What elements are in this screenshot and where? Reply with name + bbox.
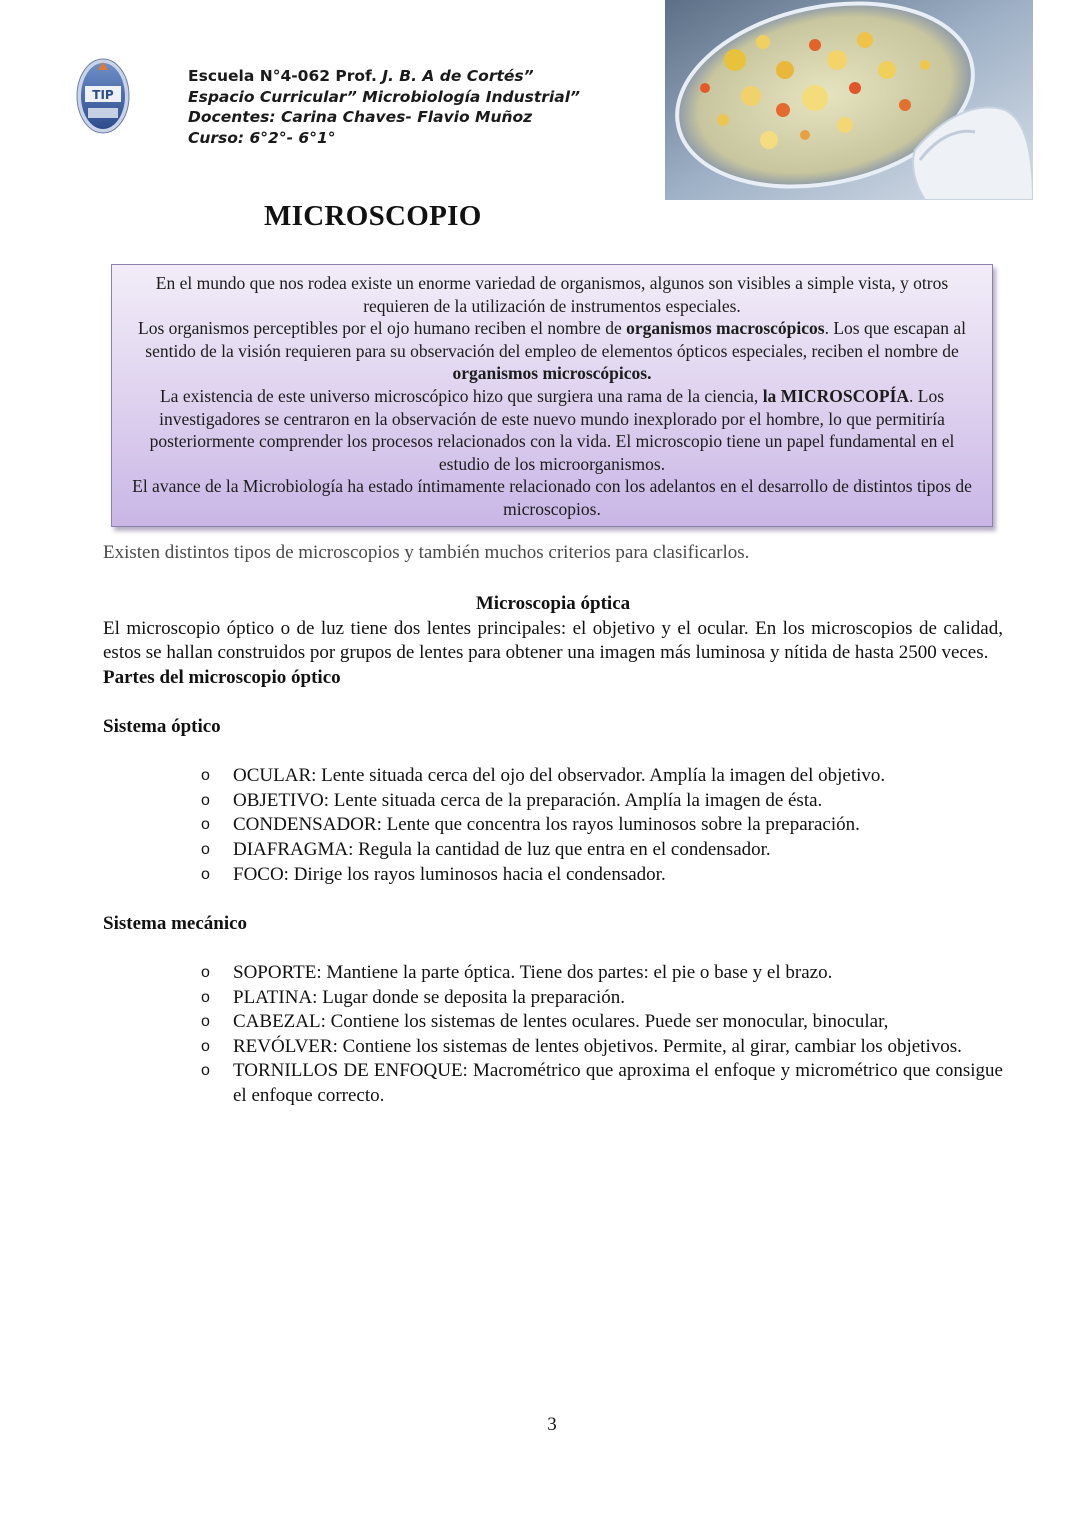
optical-system-heading: Sistema óptico bbox=[103, 715, 221, 737]
bullet-icon: o bbox=[201, 988, 210, 1006]
intro-p3-term-microscopia: la MICROSCOPÍA bbox=[762, 385, 910, 406]
list-item-text: PLATINA: Lugar donde se deposita la preparación. bbox=[233, 986, 626, 1008]
intro-paragraph-2 bbox=[124, 317, 980, 385]
bullet-icon: o bbox=[201, 840, 210, 858]
optical-system-list bbox=[103, 764, 1003, 887]
petri-dish-photo bbox=[665, 0, 1033, 200]
list-item-text: CABEZAL: Contiene los sistemas de lentes oculares. Puede ser monocular, binocular, bbox=[233, 1011, 889, 1033]
bullet-icon: o bbox=[201, 767, 210, 785]
intro-paragraph-3 bbox=[124, 385, 980, 475]
logo-text: TIP bbox=[92, 88, 114, 102]
list-item bbox=[103, 813, 1003, 838]
list-item bbox=[103, 986, 1003, 1011]
list-item-text: SOPORTE: Mantiene la parte óptica. Tiene dos partes: el pie o base y el brazo. bbox=[233, 961, 833, 983]
list-item-text: TORNILLOS DE ENFOQUE: Macrométrico que aproxima el enfoque y micrométrico que consigue el enfoque correcto. bbox=[233, 1060, 1003, 1106]
subject-line: Espacio Curricular” Microbiología Industrial” bbox=[188, 87, 581, 106]
optical-description: El microscopio óptico o de luz tiene dos lentes principales: el objetivo y el ocular. En los microscopios de calidad, estos se hallan construidos por grupos de lentes para obtener una imagen más luminosa y nítida de hasta 2500 veces. bbox=[103, 617, 1003, 664]
bullet-icon: o bbox=[201, 816, 210, 834]
intro-box bbox=[111, 264, 993, 527]
list-item-text: FOCO: Dirige los rayos luminosos hacia el condensador. bbox=[233, 863, 666, 885]
section-heading-optical: Microscopia óptica bbox=[475, 593, 631, 614]
list-item bbox=[103, 838, 1003, 863]
bullet-icon: o bbox=[201, 963, 210, 981]
list-item bbox=[103, 789, 1003, 814]
intro-p2-term-macro: organismos macroscópicos bbox=[626, 318, 825, 339]
course-line: Curso: 6°2°- 6°1° bbox=[188, 128, 336, 147]
mechanical-system-heading: Sistema mecánico bbox=[103, 912, 248, 934]
bullet-icon: o bbox=[201, 1037, 210, 1055]
lead-sentence: Existen distintos tipos de microscopios y también muchos criterios para clasificarlos. bbox=[103, 542, 750, 563]
header-info bbox=[188, 66, 580, 148]
list-item-text: CONDENSADOR: Lente que concentra los rayos luminosos sobre la preparación. bbox=[233, 814, 860, 836]
school-prefix: Escuela N°4-062 Prof. bbox=[188, 67, 383, 85]
list-item-text: DIAFRAGMA: Regula la cantidad de luz que entra en el condensador. bbox=[233, 838, 771, 860]
school-line bbox=[188, 66, 580, 87]
parts-heading: Partes del microscopio óptico bbox=[103, 666, 341, 688]
page-number: 3 bbox=[547, 1414, 557, 1435]
list-item bbox=[103, 1035, 1003, 1060]
bullet-icon: o bbox=[201, 791, 210, 809]
list-item bbox=[103, 1010, 1003, 1035]
list-item-text: OBJETIVO: Lente situada cerca de la preparación. Amplía la imagen de ésta. bbox=[233, 789, 823, 811]
intro-p2-term-micro: organismos microscópicos. bbox=[452, 363, 652, 384]
intro-p2-text-c: . Los que escapan al sentido de la visión requieren para su observación del empleo de elementos ópticos especiales, reciben el nombre de bbox=[145, 318, 966, 361]
list-item-text: OCULAR: Lente situada cerca del ojo del observador. Amplía la imagen del objetivo. bbox=[233, 765, 886, 787]
list-item-text: REVÓLVER: Contiene los sistemas de lentes objetivos. Permite, al girar, cambiar los objetivos. bbox=[233, 1035, 962, 1057]
intro-paragraph-1: En el mundo que nos rodea existe un enorme variedad de organismos, algunos son visibles a simple vista, y otros requieren de la utilización de instrumentos especiales. bbox=[155, 273, 949, 316]
intro-p2-text-a: Los organismos perceptibles por el ojo humano reciben el nombre de bbox=[138, 318, 627, 339]
list-item bbox=[103, 961, 1003, 986]
main-content bbox=[103, 592, 1003, 1108]
list-item bbox=[103, 1059, 1003, 1108]
school-logo bbox=[76, 58, 130, 134]
teachers-line: Docentes: Carina Chaves- Flavio Muñoz bbox=[188, 108, 533, 126]
mechanical-system-list bbox=[103, 961, 1003, 1109]
page-title: MICROSCOPIO bbox=[264, 200, 482, 232]
list-item bbox=[103, 863, 1003, 888]
bullet-icon: o bbox=[201, 865, 210, 883]
school-name: J. B. A de Cortés” bbox=[382, 67, 534, 85]
bullet-icon: o bbox=[201, 1062, 210, 1080]
intro-p3-text-c: . Los investigadores se centraron en la observación de este nuevo mundo inexplorado por el hombre, lo que permitiría posteriormente comprender los procesos relacionados con la vida. El microscopio tiene un papel fundamental en el estudio de los microorganismos. bbox=[149, 385, 955, 474]
bullet-icon: o bbox=[201, 1013, 210, 1031]
list-item bbox=[103, 764, 1003, 789]
intro-paragraph-4: El avance de la Microbiología ha estado íntimamente relacionado con los adelantos en el desarrollo de distintos tipos de microscopios. bbox=[132, 476, 972, 519]
intro-p3-text-a: La existencia de este universo microscópico hizo que surgiera una rama de la ciencia, bbox=[159, 385, 763, 406]
